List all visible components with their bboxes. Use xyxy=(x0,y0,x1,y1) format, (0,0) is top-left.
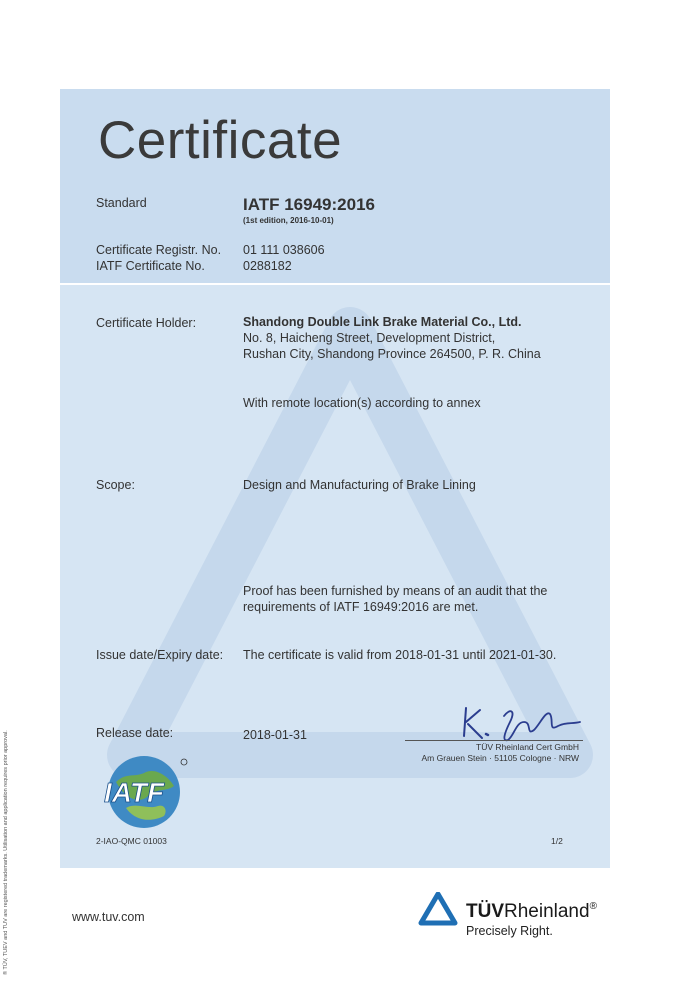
standard-value: IATF 16949:2016 xyxy=(243,195,375,214)
trademark-note: ® TÜV, TUEV and TUV are registered trademarks. Utilisation and application requires prior approval. xyxy=(3,730,9,975)
svg-text:IATF: IATF xyxy=(104,777,165,808)
holder-address-line1: No. 8, Haicheng Street, Development District, xyxy=(243,331,496,345)
standard-edition: (1st edition, 2016-10-01) xyxy=(243,216,334,225)
remote-locations-text: With remote location(s) according to annex xyxy=(243,396,481,410)
brand-part2: Rheinland xyxy=(504,901,590,922)
page-title: Certificate xyxy=(98,111,343,170)
validity-value: The certificate is valid from 2018-01-31 until 2021-01-30. xyxy=(243,648,557,662)
brand-registered: ® xyxy=(589,901,597,912)
proof-line1: Proof has been furnished by means of an audit that the xyxy=(243,584,548,598)
tuv-triangle-logo-icon xyxy=(418,892,458,926)
page-number: 1/2 xyxy=(551,836,563,846)
issuer-address: Am Grauen Stein · 51105 Cologne · NRW xyxy=(421,753,579,763)
registration-label: Certificate Registr. No. xyxy=(96,243,222,257)
holder-address-line2: Rushan City, Shandong Province 264500, P. R. China xyxy=(243,347,541,361)
iatf-logo-icon xyxy=(96,752,196,832)
scope-value: Design and Manufacturing of Brake Lining xyxy=(243,478,476,492)
iatf-logo-code: 2-IAO-QMC 01003 xyxy=(96,836,167,846)
release-value: 2018-01-31 xyxy=(243,728,307,742)
proof-statement xyxy=(243,583,547,615)
signature-block xyxy=(400,700,585,770)
proof-line2: requirements of IATF 16949:2016 are met. xyxy=(243,600,479,614)
holder-name: Shandong Double Link Brake Material Co., Ltd. xyxy=(243,315,522,329)
brand-tagline: Precisely Right. xyxy=(466,924,553,938)
holder-block xyxy=(243,314,541,362)
signature-icon xyxy=(400,700,585,745)
website-link[interactable]: www.tuv.com xyxy=(72,910,145,924)
brand-part1: TÜV xyxy=(466,901,504,922)
holder-label: Certificate Holder: xyxy=(96,316,197,330)
iatf-number-value: 0288182 xyxy=(243,259,292,273)
registration-value: 01 111 038606 xyxy=(243,243,325,257)
tuv-brand xyxy=(466,901,597,923)
signature-line xyxy=(405,740,583,741)
standard-label: Standard xyxy=(96,196,147,210)
issuer-name: TÜV Rheinland Cert GmbH xyxy=(476,742,579,752)
scope-label: Scope: xyxy=(96,478,135,492)
release-label: Release date: xyxy=(96,726,174,740)
iatf-number-label: IATF Certificate No. xyxy=(96,259,205,273)
validity-label: Issue date/Expiry date: xyxy=(96,648,224,662)
